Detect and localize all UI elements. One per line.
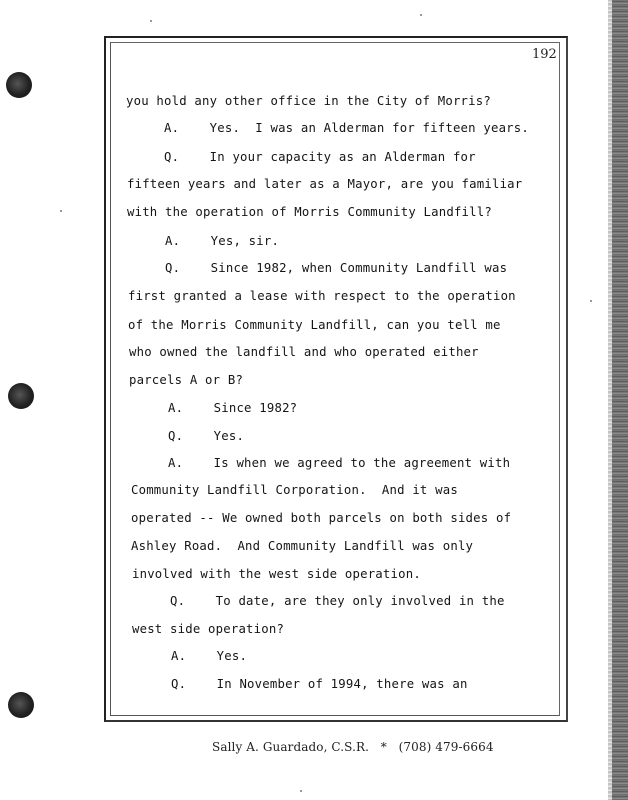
transcript-line: Community Landfill Corporation. And it was (131, 483, 458, 497)
transcript-line: who owned the landfill and who operated either (129, 345, 479, 359)
transcript-line: operated -- We owned both parcels on both sides of (131, 511, 512, 525)
transcript-line: A. Since 1982? (130, 401, 298, 415)
transcript-line: Q. Yes. (130, 429, 245, 443)
scan-speck (60, 210, 62, 212)
binder-hole-top (6, 72, 32, 98)
scan-speck (300, 790, 302, 792)
page-number: 192 (532, 47, 557, 62)
transcript-line: Q. In your capacity as an Alderman for (126, 150, 476, 164)
transcript-line: A. Yes. I was an Alderman for fifteen years. (126, 121, 529, 135)
transcript-line: you hold any other office in the City of Morris? (126, 94, 491, 108)
binder-hole-bottom (8, 692, 34, 718)
transcript-line: Q. To date, are they only involved in the (132, 594, 505, 608)
scan-speck (420, 14, 422, 16)
page-edge-scan-artifact (612, 0, 628, 800)
transcript-line: Ashley Road. And Community Landfill was only (131, 539, 474, 553)
transcript-line: fifteen years and later as a Mayor, are you familiar (127, 177, 523, 191)
transcript-line: involved with the west side operation. (132, 567, 421, 581)
scan-speck (590, 300, 592, 302)
transcript-line: A. Yes, sir. (127, 234, 280, 248)
transcript-line: parcels A or B? (129, 373, 244, 387)
binder-hole-middle (8, 383, 34, 409)
transcript-line: west side operation? (132, 622, 285, 636)
transcript-line: A. Yes. (133, 649, 248, 663)
transcript-line: Q. In November of 1994, there was an (133, 677, 468, 691)
reporter-footer: Sally A. Guardado, C.S.R. * (708) 479-6664 (212, 740, 494, 754)
transcript-line: of the Morris Community Landfill, can you tell me (128, 318, 501, 332)
scan-speck (150, 20, 152, 22)
transcript-line: Q. Since 1982, when Community Landfill was (127, 261, 508, 275)
transcript-line: first granted a lease with respect to the operation (128, 289, 516, 303)
transcript-line: with the operation of Morris Community Landfill? (127, 205, 492, 219)
transcript-line: A. Is when we agreed to the agreement with (130, 456, 511, 470)
